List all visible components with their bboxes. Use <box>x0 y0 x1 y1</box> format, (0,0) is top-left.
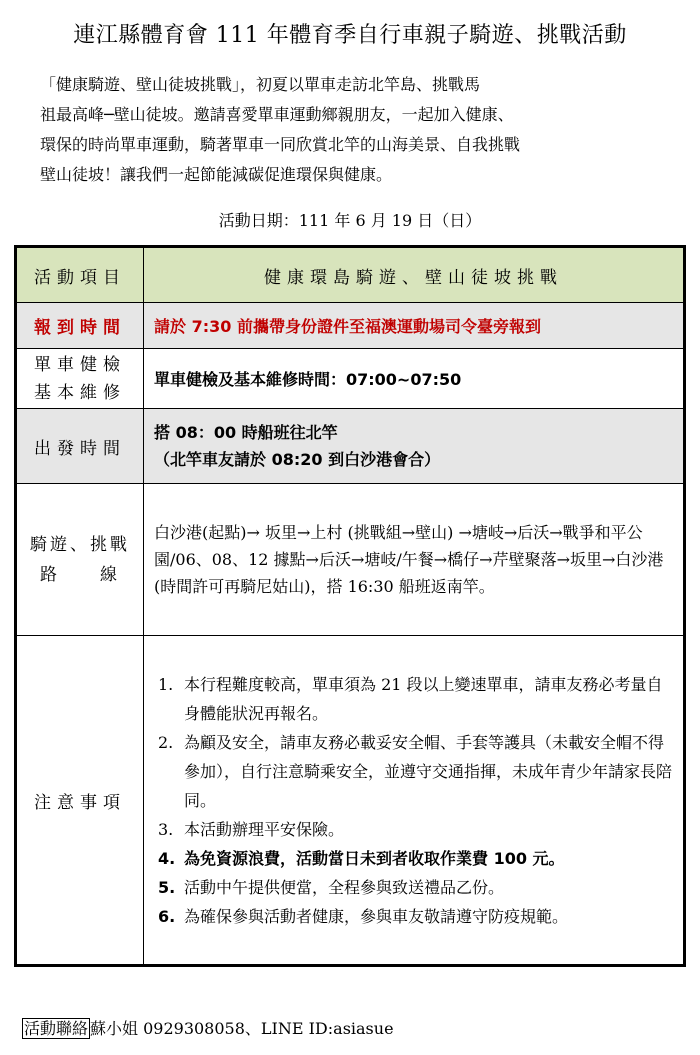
intro-line: 祖最高峰─壁山徒坡。邀請喜愛單車運動鄉親朋友，一起加入健康、 <box>40 105 514 124</box>
value-checkin: 請於 7:30 前攜帶身份證件至福澳運動場司令臺旁報到 <box>144 303 685 349</box>
page-title: 連江縣體育會 111 年體育季自行車親子騎遊、挑戰活動 <box>73 23 627 48</box>
label-departure: 出發時間 <box>16 409 144 484</box>
list-item <box>158 873 673 902</box>
intro-line: 「健康騎遊、壁山徒坡挑戰」，初夏以單車走訪北竿島、挑戰馬 <box>40 75 481 94</box>
departure-line: 搭 08：00 時船班往北竿 <box>154 423 338 442</box>
label-maintenance-line: 單車健檢 <box>34 354 126 375</box>
value-item: 健康環島騎遊、壁山徒坡挑戰 <box>144 247 685 303</box>
label-checkin: 報到時間 <box>16 303 144 349</box>
intro-paragraph <box>40 70 660 190</box>
list-item <box>158 670 673 728</box>
label-route-line: 路 線 <box>40 564 120 585</box>
note-text: 為免資源浪費，活動當日未到者收取作業費 100 元。 <box>184 848 565 868</box>
note-number: 5. <box>158 877 176 897</box>
note-number: 2. <box>158 732 174 752</box>
table-row-departure <box>16 409 685 484</box>
note-number: 4. <box>158 848 176 868</box>
label-route <box>16 484 144 636</box>
intro-line: 壁山徒坡！讓我們一起節能減碳促進環保與健康。 <box>40 165 393 184</box>
table-row-item <box>16 247 685 303</box>
label-notes: 注意事項 <box>16 636 144 966</box>
note-text: 為顧及安全，請車友務必載妥安全帽、手套等護具（未載安全帽不得參加），自行注意騎乘安全，並遵守交通指揮，未成年青少年請家長陪同。 <box>184 732 673 810</box>
table-row-route <box>16 484 685 636</box>
value-route: 白沙港(起點)→ 坂里→上村 (挑戰組→壁山) →塘岐→后沃→戰爭和平公園/06、08、12 據點→后沃→塘岐/午餐→橋仔→芹壁聚落→坂里→白沙港(時間許可再騎尼姑山)，搭 16:30 船班返南竿。 <box>144 484 685 636</box>
intro-line: 環保的時尚單車運動，騎著單車一同欣賞北竿的山海美景、自我挑戰 <box>40 135 521 154</box>
label-maintenance <box>16 349 144 409</box>
list-item <box>158 815 673 844</box>
list-item <box>158 728 673 815</box>
note-number: 6. <box>158 906 176 926</box>
list-item <box>158 844 673 873</box>
contact-label: 活動聯絡 <box>24 1019 89 1038</box>
table-row-maintenance <box>16 349 685 409</box>
value-departure <box>144 409 685 484</box>
note-text: 本活動辦理平安保險。 <box>184 819 345 839</box>
value-notes <box>144 636 685 966</box>
note-text: 為確保參與活動者健康，參與車友敬請遵守防疫規範。 <box>184 906 569 926</box>
departure-line: （北竿車友請於 08:20 到白沙港會合） <box>154 450 441 469</box>
label-item: 活動項目 <box>16 247 144 303</box>
event-info-table <box>14 245 686 967</box>
note-number: 1. <box>158 674 174 694</box>
contact-text: 蘇小姐 0929308058、LINE ID:asiasue <box>90 1019 394 1038</box>
note-text: 本行程難度較高，單車須為 21 段以上變速單車，請車友務必考量自身體能狀況再報名。 <box>184 674 663 723</box>
value-maintenance: 單車健檢及基本維修時間：07:00~07:50 <box>144 349 685 409</box>
note-text: 活動中午提供便當，全程參與致送禮品乙份。 <box>184 877 505 897</box>
label-maintenance-line: 基本維修 <box>34 382 126 403</box>
event-date: 活動日期：111 年 6 月 19 日（日） <box>218 211 482 230</box>
table-row-notes <box>16 636 685 966</box>
label-route-line: 騎遊、挑戰 <box>30 534 130 555</box>
table-row-checkin <box>16 303 685 349</box>
contact-footer <box>22 1016 394 1039</box>
note-number: 3. <box>158 819 174 839</box>
list-item <box>158 902 673 931</box>
